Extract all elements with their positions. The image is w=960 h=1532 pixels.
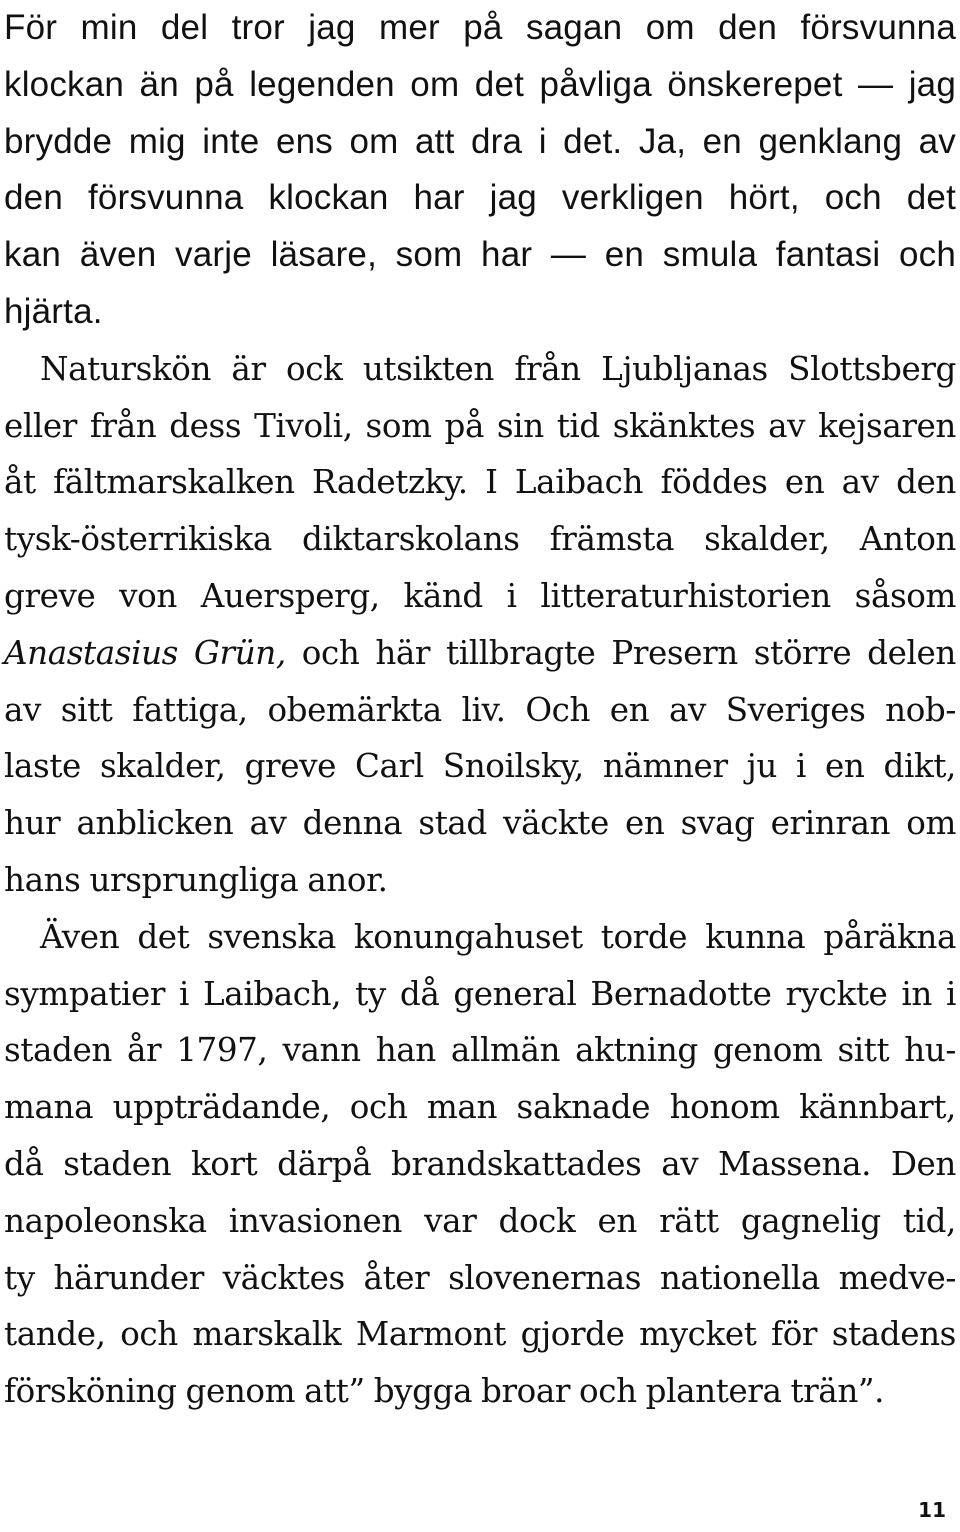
text-line: greve von Auersperg, känd i litteraturhistorien såsom	[4, 576, 956, 615]
page-number: 11	[918, 1498, 946, 1522]
text-line: napoleonska invasionen var dock en rätt gagnelig tid,	[4, 1201, 956, 1240]
text-line: tande, och marskalk Marmont gjorde mycket för stadens	[4, 1315, 956, 1354]
text-line-with-italic	[4, 625, 956, 682]
paragraph-1	[4, 0, 956, 341]
italic-pseudonym: Anastasius Grün,	[4, 633, 286, 672]
text-line: ty härunder väcktes åter slovenernas nationella medve-	[4, 1258, 956, 1297]
text-line: åt fältmarskalken Radetzky. I Laibach föddes en av den	[4, 463, 956, 502]
text-line: mana uppträdande, och man saknade honom kännbart,	[4, 1088, 956, 1127]
paragraph-3	[4, 909, 956, 1420]
text-line: den försvunna klockan har jag verkligen hört, och det	[4, 178, 956, 218]
text-line: klockan än på legenden om det påvliga önskerepet — jag	[4, 64, 956, 104]
text-line: Även det svenska konungahuset torde kunna påräkna	[40, 917, 956, 956]
text-line: av sitt fattiga, obemärkta liv. Och en av Sveriges nob-	[4, 690, 956, 729]
text-fragment: och här tillbragte Presern större delen	[285, 633, 956, 672]
text-line: Naturskön är ock utsikten från Ljubljanas Slottsberg	[40, 349, 956, 388]
text-line: försköning genom att” bygga broar och plantera trän”.	[4, 1372, 885, 1411]
text-line: tysk-österrikiska diktarskolans främsta skalder, Anton	[4, 520, 956, 559]
body-text	[4, 0, 956, 1420]
text-line: laste skalder, greve Carl Snoilsky, nämner ju i en dikt,	[4, 747, 956, 786]
text-line: hur anblicken av denna stad väckte en svag erinran om	[4, 804, 956, 843]
text-line: staden år 1797, vann han allmän aktning genom sitt hu-	[4, 1031, 956, 1070]
text-line: hjärta.	[4, 291, 103, 331]
text-line: hans ursprungliga anor.	[4, 860, 388, 899]
paragraph-2	[4, 341, 956, 909]
text-line: sympatier i Laibach, ty då general Bernadotte ryckte in i	[4, 974, 956, 1013]
text-line: För min del tror jag mer på sagan om den försvunna	[4, 8, 956, 47]
text-line: eller från dess Tivoli, som på sin tid skänktes av kejsaren	[4, 406, 956, 445]
text-line: brydde mig inte ens om att dra i det. Ja, en genklang av	[4, 121, 956, 161]
text-line: kan även varje läsare, som har — en smula fantasi och	[4, 235, 956, 275]
text-line: då staden kort därpå brandskattades av Massena. Den	[4, 1144, 956, 1183]
